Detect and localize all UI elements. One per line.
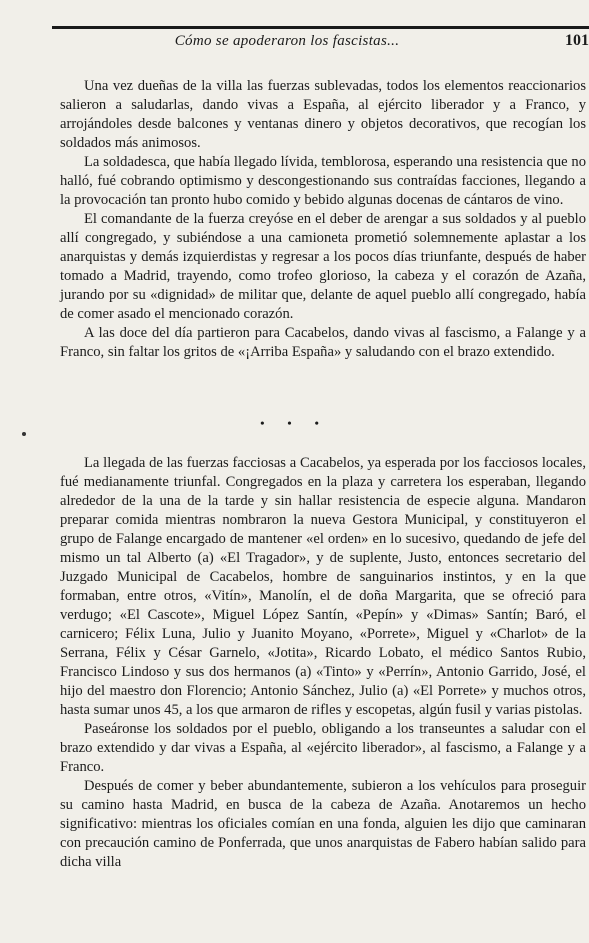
running-title: Cómo se apoderaron los fascistas... bbox=[174, 33, 400, 49]
paragraph: A las doce del día partieron para Cacabelos, dando vivas al fascismo, a Falange y a Franco, sin faltar los gritos de «¡Arriba España» y saludando con el brazo extendido. bbox=[60, 325, 586, 360]
section-separator: • • • bbox=[260, 416, 329, 430]
margin-mark bbox=[22, 432, 26, 436]
paragraph: Después de comer y beber abundantemente, subieron a los vehículos para proseguir su camino hasta Madrid, en busca de la cabeza de Azaña. Anotaremos un hecho significativo: mientras los oficiales comían en una fonda, alguien les dijo que caminaran con precaución camino de Ponferrada, que unos anarquistas de Fabero habían salido para dicha villa bbox=[60, 778, 586, 870]
paragraph: Paseáronse los soldados por el pueblo, obligando a los transeuntes a saludar con el brazo extendido y dar vivas a España, al «ejército liberador», al fascismo, a Falange y a Franco. bbox=[60, 721, 586, 775]
section-1-text bbox=[60, 77, 586, 362]
paragraph: La llegada de las fuerzas facciosas a Cacabelos, ya esperada por los facciosos locales, fué medianamente triunfal. Congregados en la plaza y carretera los esperaban, llegando alrededor de la una de la tarde y sin hallar resistencia de especie alguna. Mandaron preparar comida mientras nombraron la nueva Gestora Municipal, y constituyeron el grupo de Falange encargado de mantener «el orden» en lo sucesivo, quedando de jefe del mismo un tal Alberto (a) «El Tragador», y de suplente, Justo, entonces secretario del Juzgado Municipal de Cacabelos, hombre de sanguinarios instintos, y en la que formaban, entre otros, «Vitín», Manolín, el de doña Margarita, que se ofreció para verdugo; «El Cascote», Miguel López Santín, «Pepín» y «Dimas» Santín; Baró, el carnicero; Félix Luna, Julio y Juanito Moyano, «Porrete», Miguel y «Charlot» de la Serrana, Félix y César Garnelo, «Jotita», Ricardo Lobato, el médico Santos Rubio, Francisco Lindoso y sus dos hermanos (a) «Tinto» y «Perrín», Antonio Garrido, José, el hijo del maestro don Florencio; Antonio Sánchez, Julio (a) «El Porrete» y muchos otros, hasta sumar unos 45, a los que armaron de rifles y escopetas, algún fusil y varias pistolas. bbox=[60, 455, 586, 718]
page-number: 101 bbox=[565, 32, 589, 49]
paragraph: La soldadesca, que había llegado lívida, temblorosa, esperando una resistencia que no halló, fué cobrando optimismo y descongestionando sus contraídas facciones, llegando a la provocación tan pronto hubo comido y bebido algunas docenas de cántaros de vino. bbox=[60, 154, 586, 208]
header-rule bbox=[52, 26, 589, 29]
section-2-text bbox=[60, 454, 586, 872]
page-header bbox=[52, 32, 589, 54]
paragraph: Una vez dueñas de la villa las fuerzas sublevadas, todos los elementos reaccionarios salieron a saludarlas, dando vivas a España, al ejército liberador y a Franco, y arrojándoles desde balcones y ventanas dinero y objetos decorativos, que recogían los soldados más animosos. bbox=[60, 78, 586, 151]
paragraph: El comandante de la fuerza creyóse en el deber de arengar a sus soldados y al pueblo allí congregado, y subiéndose a una camioneta prometió solemnemente aplastar a los anarquistas y demás izquierdistas y regresar a los pocos días triunfante, después de haber tomado a Madrid, trayendo, como trofeo glorioso, la cabeza y el corazón de Azaña, jurando por su «dignidad» de militar que, delante de aquel pueblo allí congregado, había de comer asado el mencionado corazón. bbox=[60, 211, 586, 322]
